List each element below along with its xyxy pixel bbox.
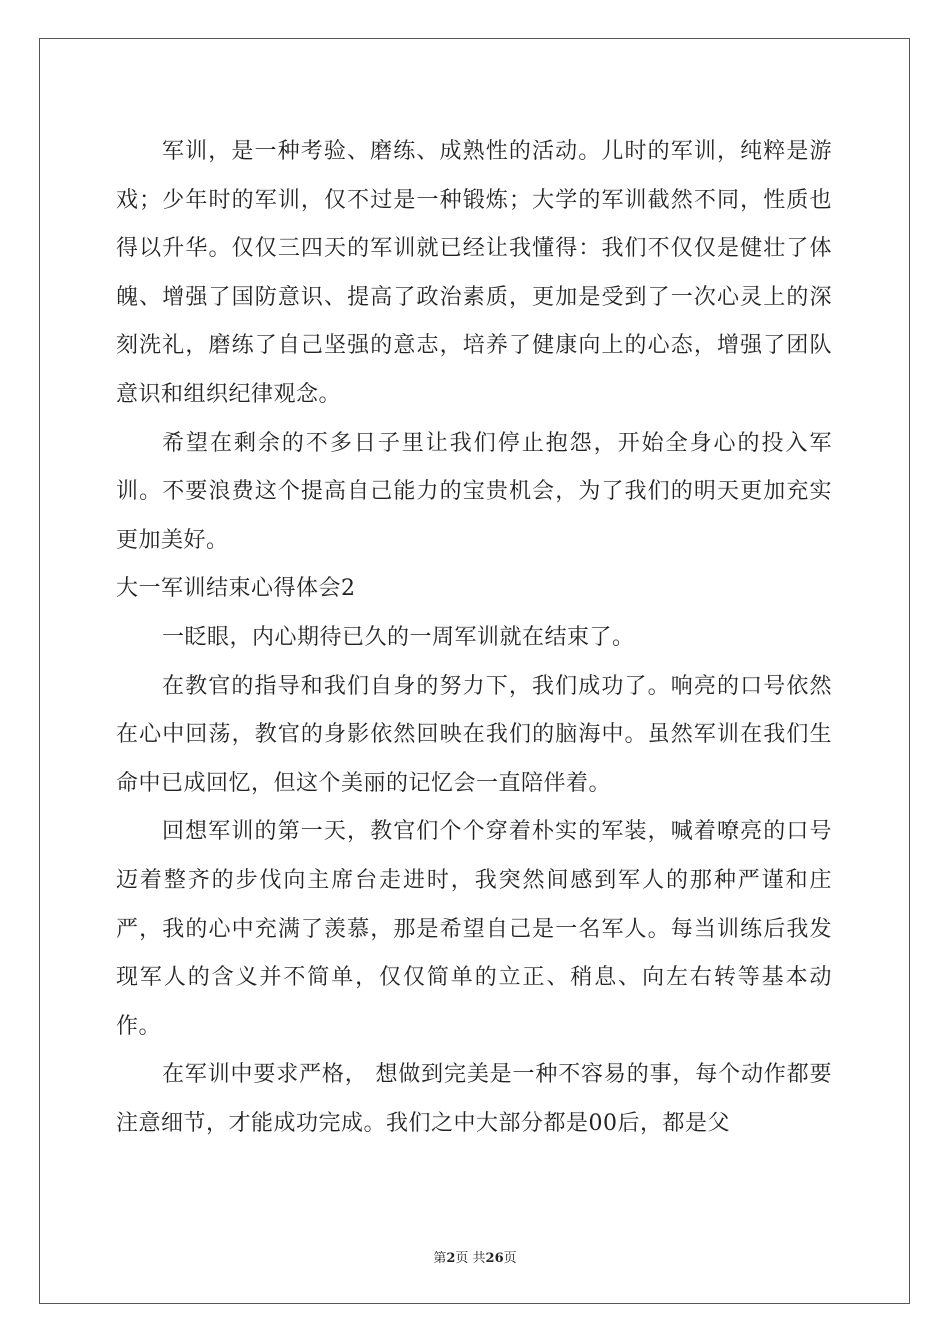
paragraph-3: 一眨眼，内心期待已久的一周军训就在结束了。 bbox=[162, 624, 635, 650]
paragraph-1: 军训，是一种考验、磨练、成熟性的活动。儿时的军训，纯粹是游戏；少年时的军训，仅不过是一种锻炼；大学的军训截然不同，性质也得以升华。仅仅三四天的军训就已经让我懂得：我们不仅仅是健壮了体魄、增强了国防意识、提高了政治素质，更加是受到了一次心灵上的深刻洗礼，磨练了自己坚强的意志，培养了健康向上的心态，增强了团队意识和组织纪律观念。 bbox=[116, 139, 832, 407]
footer-current-page: 2 bbox=[446, 1251, 456, 1266]
paragraph-5: 回想军训的第一天，教官们个个穿着朴实的军装，喊着嘹亮的口号迈着整齐的步伐向主席台走进时，我突然间感到军人的那种严谨和庄严，我的心中充满了羡慕，那是希望自己是一名军人。每当训练后我发现军人的含义并不简单，仅仅简单的立正、稍息、向左右转等基本动作。 bbox=[116, 819, 832, 1039]
page-footer bbox=[0, 1247, 950, 1266]
paragraph-6: 在军训中要求严格， 想做到完美是一种不容易的事，每个动作都要注意细节，才能成功完成。我们之中大部分都是00后，都是父 bbox=[116, 1062, 832, 1136]
document-body bbox=[116, 128, 832, 1148]
footer-suffix: 页 bbox=[503, 1251, 517, 1266]
paragraph-2: 希望在剩余的不多日子里让我们停止抱怨，开始全身心的投入军训。不要浪费这个提高自己能力的宝贵机会，为了我们的明天更加充实更加美好。 bbox=[116, 430, 832, 553]
paragraph-4: 在教官的指导和我们自身的努力下，我们成功了。响亮的口号依然在心中回荡，教官的身影依然回映在我们的脑海中。虽然军训在我们生命中已成回忆，但这个美丽的记忆会一直陪伴着。 bbox=[116, 673, 832, 796]
footer-total-pages: 26 bbox=[485, 1251, 504, 1266]
footer-middle: 页 共 bbox=[455, 1251, 486, 1266]
footer-prefix: 第 bbox=[433, 1251, 447, 1266]
section-heading: 大一军训结束心得体会2 bbox=[116, 576, 356, 602]
